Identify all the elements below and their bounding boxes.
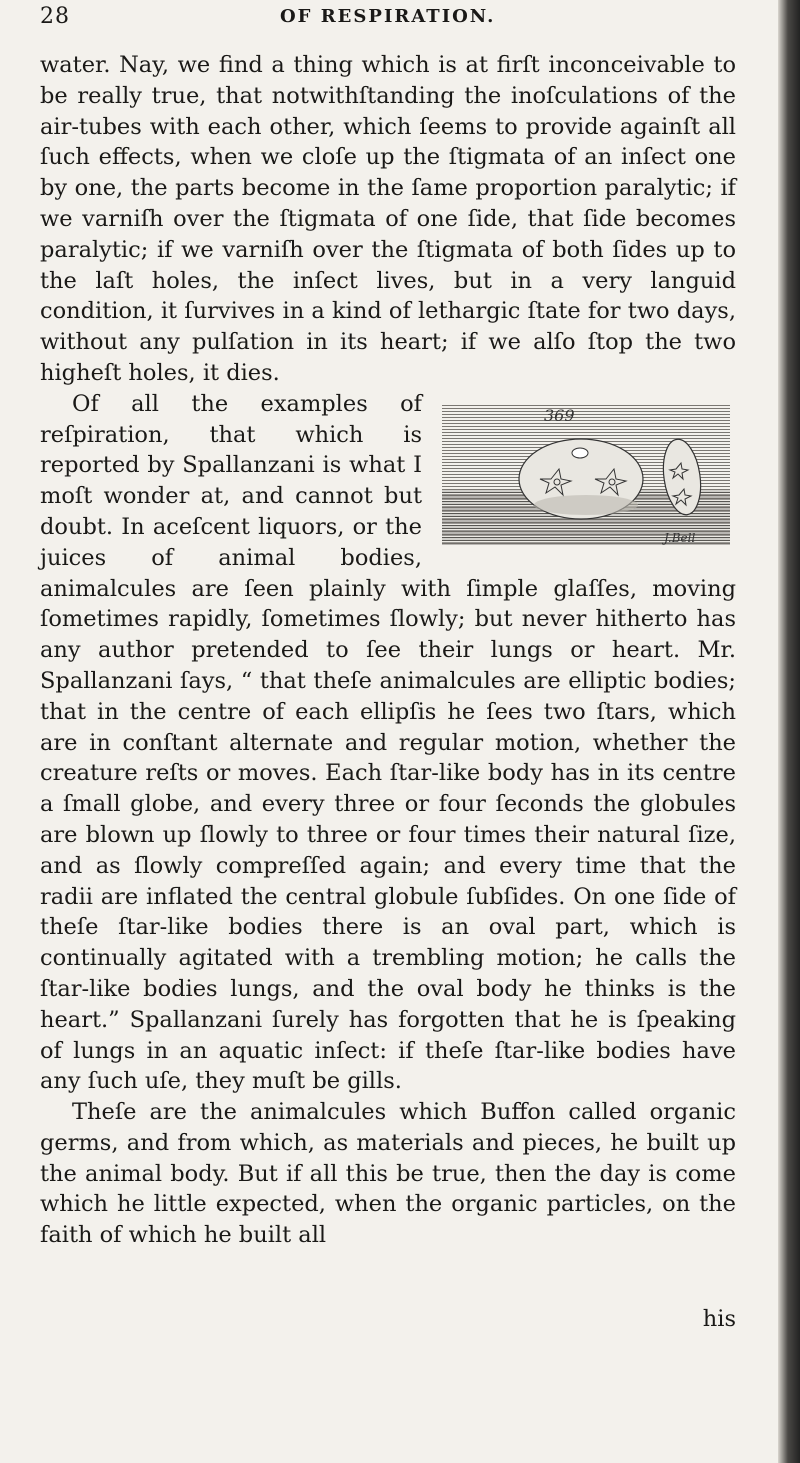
engraving-illustration [436,395,736,557]
animalcule-engraving [436,395,736,557]
running-title: OF RESPIRATION. [280,6,496,27]
oval-heart [572,448,588,458]
paragraph-1: water. Nay, we find a thing which is at firſt inconceivable to be really true, that notwithſtanding the inoſculations of the air-tubes with each other, which ſeems to provide againſt all ſuch effects, when we cloſe up the ſtigmata of an inſect one by one, the parts become in the ſame proportion paralytic; if we varniſh over the ſtigmata of one ſide, that ſide becomes paralytic; if we varniſh over the ſtigmata of both ſides up to the laſt holes, the inſect lives, but in a very languid condition, it ſurvives in a kind of lethargic ſtate for two days, without any pulſation in its heart; if we alſo ſtop the two higheſt holes, it dies. [40,52,736,386]
page-edge-shadow [778,0,800,1463]
figure-mark: 369 [544,405,575,425]
paragraph-2: Of all the examples of reſpiration, that which is reported by Spallanzani is what I moſt wonder at, and cannot but doubt. In aceſcent liquors, or the juices of animal bodies, animalcules are ſeen plainly with ſimple glaſſes, moving ſometimes rapidly, ſometimes ſlowly; but never hitherto has any author pretended to ſee their lungs or heart. Mr. Spallanzani ſays, “ that theſe animalcules are elliptic bodies; that in the centre of each ellipſis he ſees two ſtars, which are in conſtant alternate and regular motion, whether the creature reſts or moves. Each ſtar-like body has in its centre a ſmall globe, and every three or four ſeconds the globules are blown up ſlowly to three or four times their natural ſize, and as ſlowly compreſſed again; and every time that the radii are inflated the central globule ſubſides. On one ſide of theſe ſtar-like bodies there is an oval part, which is continually agitated with a trembling motion; he calls the ſtar-like bodies lungs, and the oval body he thinks is the heart.” Spallanzani ſurely has forgotten that he is ſpeaking of lungs in an aquatic inſect: if theſe ſtar-like bodies have any ſuch uſe, they muſt be gills. [40,390,736,1095]
catchword: his [702,1306,736,1332]
page-header [40,4,740,34]
engraver-signature: J.Bell [664,530,696,545]
page-number: 28 [40,4,70,29]
paragraph-3: Theſe are the animalcules which Buffon called organic germs, and from which, as materials and pieces, he built up the animal body. But if all this be true, then the day is come which he little expected, when the organic particles, on the faith of which he built all [40,1099,736,1249]
body-text [40,50,736,1251]
